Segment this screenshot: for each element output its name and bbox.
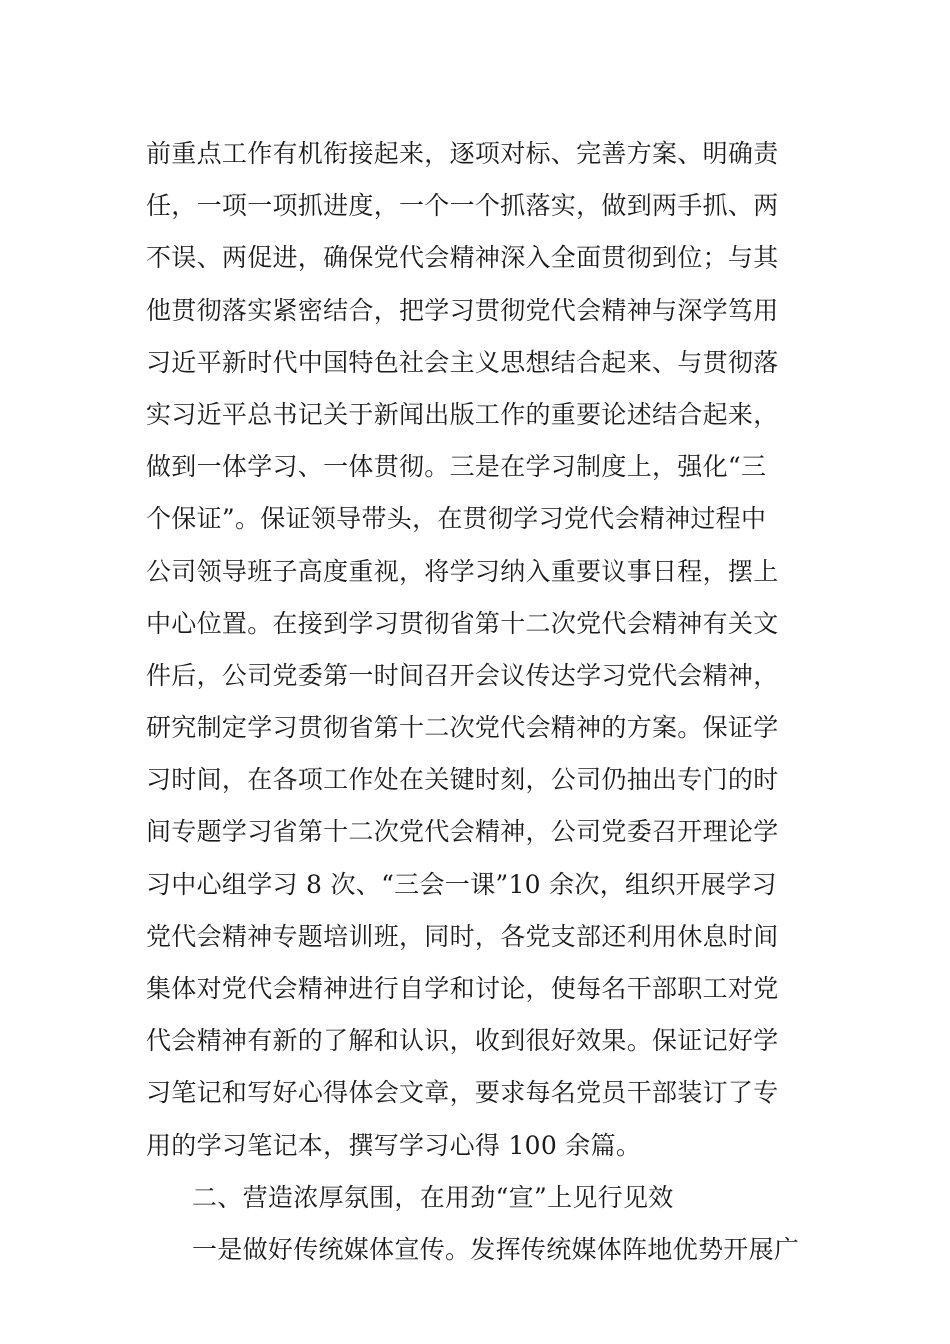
paragraph-first-line: 一是做好传统媒体宣传。发挥传统媒体阵地优势开展广: [192, 1234, 800, 1264]
paragraph-line: 习中心组学习 8 次、“三会一课”10 余次，组织开展学习: [146, 869, 777, 899]
body-text: [146, 128, 816, 1276]
paragraph-line: 研究制定学习贯彻省第十二次党代会精神的方案。保证学: [146, 713, 779, 743]
paragraph-line: 公司领导班子高度重视，将学习纳入重要议事日程，摆上: [146, 556, 779, 586]
paragraph-line: 中心位置。在接到学习贯彻省第十二次党代会精神有关文: [146, 608, 779, 638]
paragraph-line: 集体对党代会精神进行自学和讨论，使每名干部职工对党: [146, 974, 779, 1003]
paragraph-line: 习时间，在各项工作处在关键时刻，公司仍抽出专门的时: [146, 765, 779, 795]
paragraph-line: 代会精神有新的了解和认识，收到很好效果。保证记好学: [146, 1026, 779, 1056]
paragraph-line: 做到一体学习、一体贯彻。三是在学习制度上，强化“三: [146, 452, 767, 482]
paragraph-line: 实习近平总书记关于新闻出版工作的重要论述结合起来，: [146, 399, 779, 429]
section-heading: 二、营造浓厚氛围，在用劲“宣”上见行见效: [192, 1182, 674, 1212]
paragraph-line: 用的学习笔记本，撰写学习心得 100 余篇。: [146, 1130, 642, 1160]
paragraph-line: 不误、两促进，确保党代会精神深入全面贯彻到位；与其: [146, 243, 779, 273]
paragraph-line: 习近平新时代中国特色社会主义思想结合起来、与贯彻落: [146, 347, 779, 377]
paragraph-line: 任，一项一项抓进度，一个一个抓落实，做到两手抓、两: [146, 191, 779, 221]
paragraph-line: 个保证”。保证领导带头，在贯彻学习党代会精神过程中: [146, 504, 767, 534]
paragraph-line: 习笔记和写好心得体会文章，要求每名党员干部装订了专: [146, 1078, 779, 1108]
paragraph-line: 件后，公司党委第一时间召开会议传达学习党代会精神，: [146, 660, 779, 690]
paragraph-line: 他贯彻落实紧密结合，把学习贯彻党代会精神与深学笃用: [146, 295, 779, 325]
paragraph-line: 前重点工作有机衔接起来，逐项对标、完善方案、明确责: [146, 139, 779, 168]
paragraph-line: 党代会精神专题培训班，同时，各党支部还利用休息时间: [146, 921, 779, 951]
paragraph-line: 间专题学习省第十二次党代会精神，公司党委召开理论学: [146, 817, 779, 847]
